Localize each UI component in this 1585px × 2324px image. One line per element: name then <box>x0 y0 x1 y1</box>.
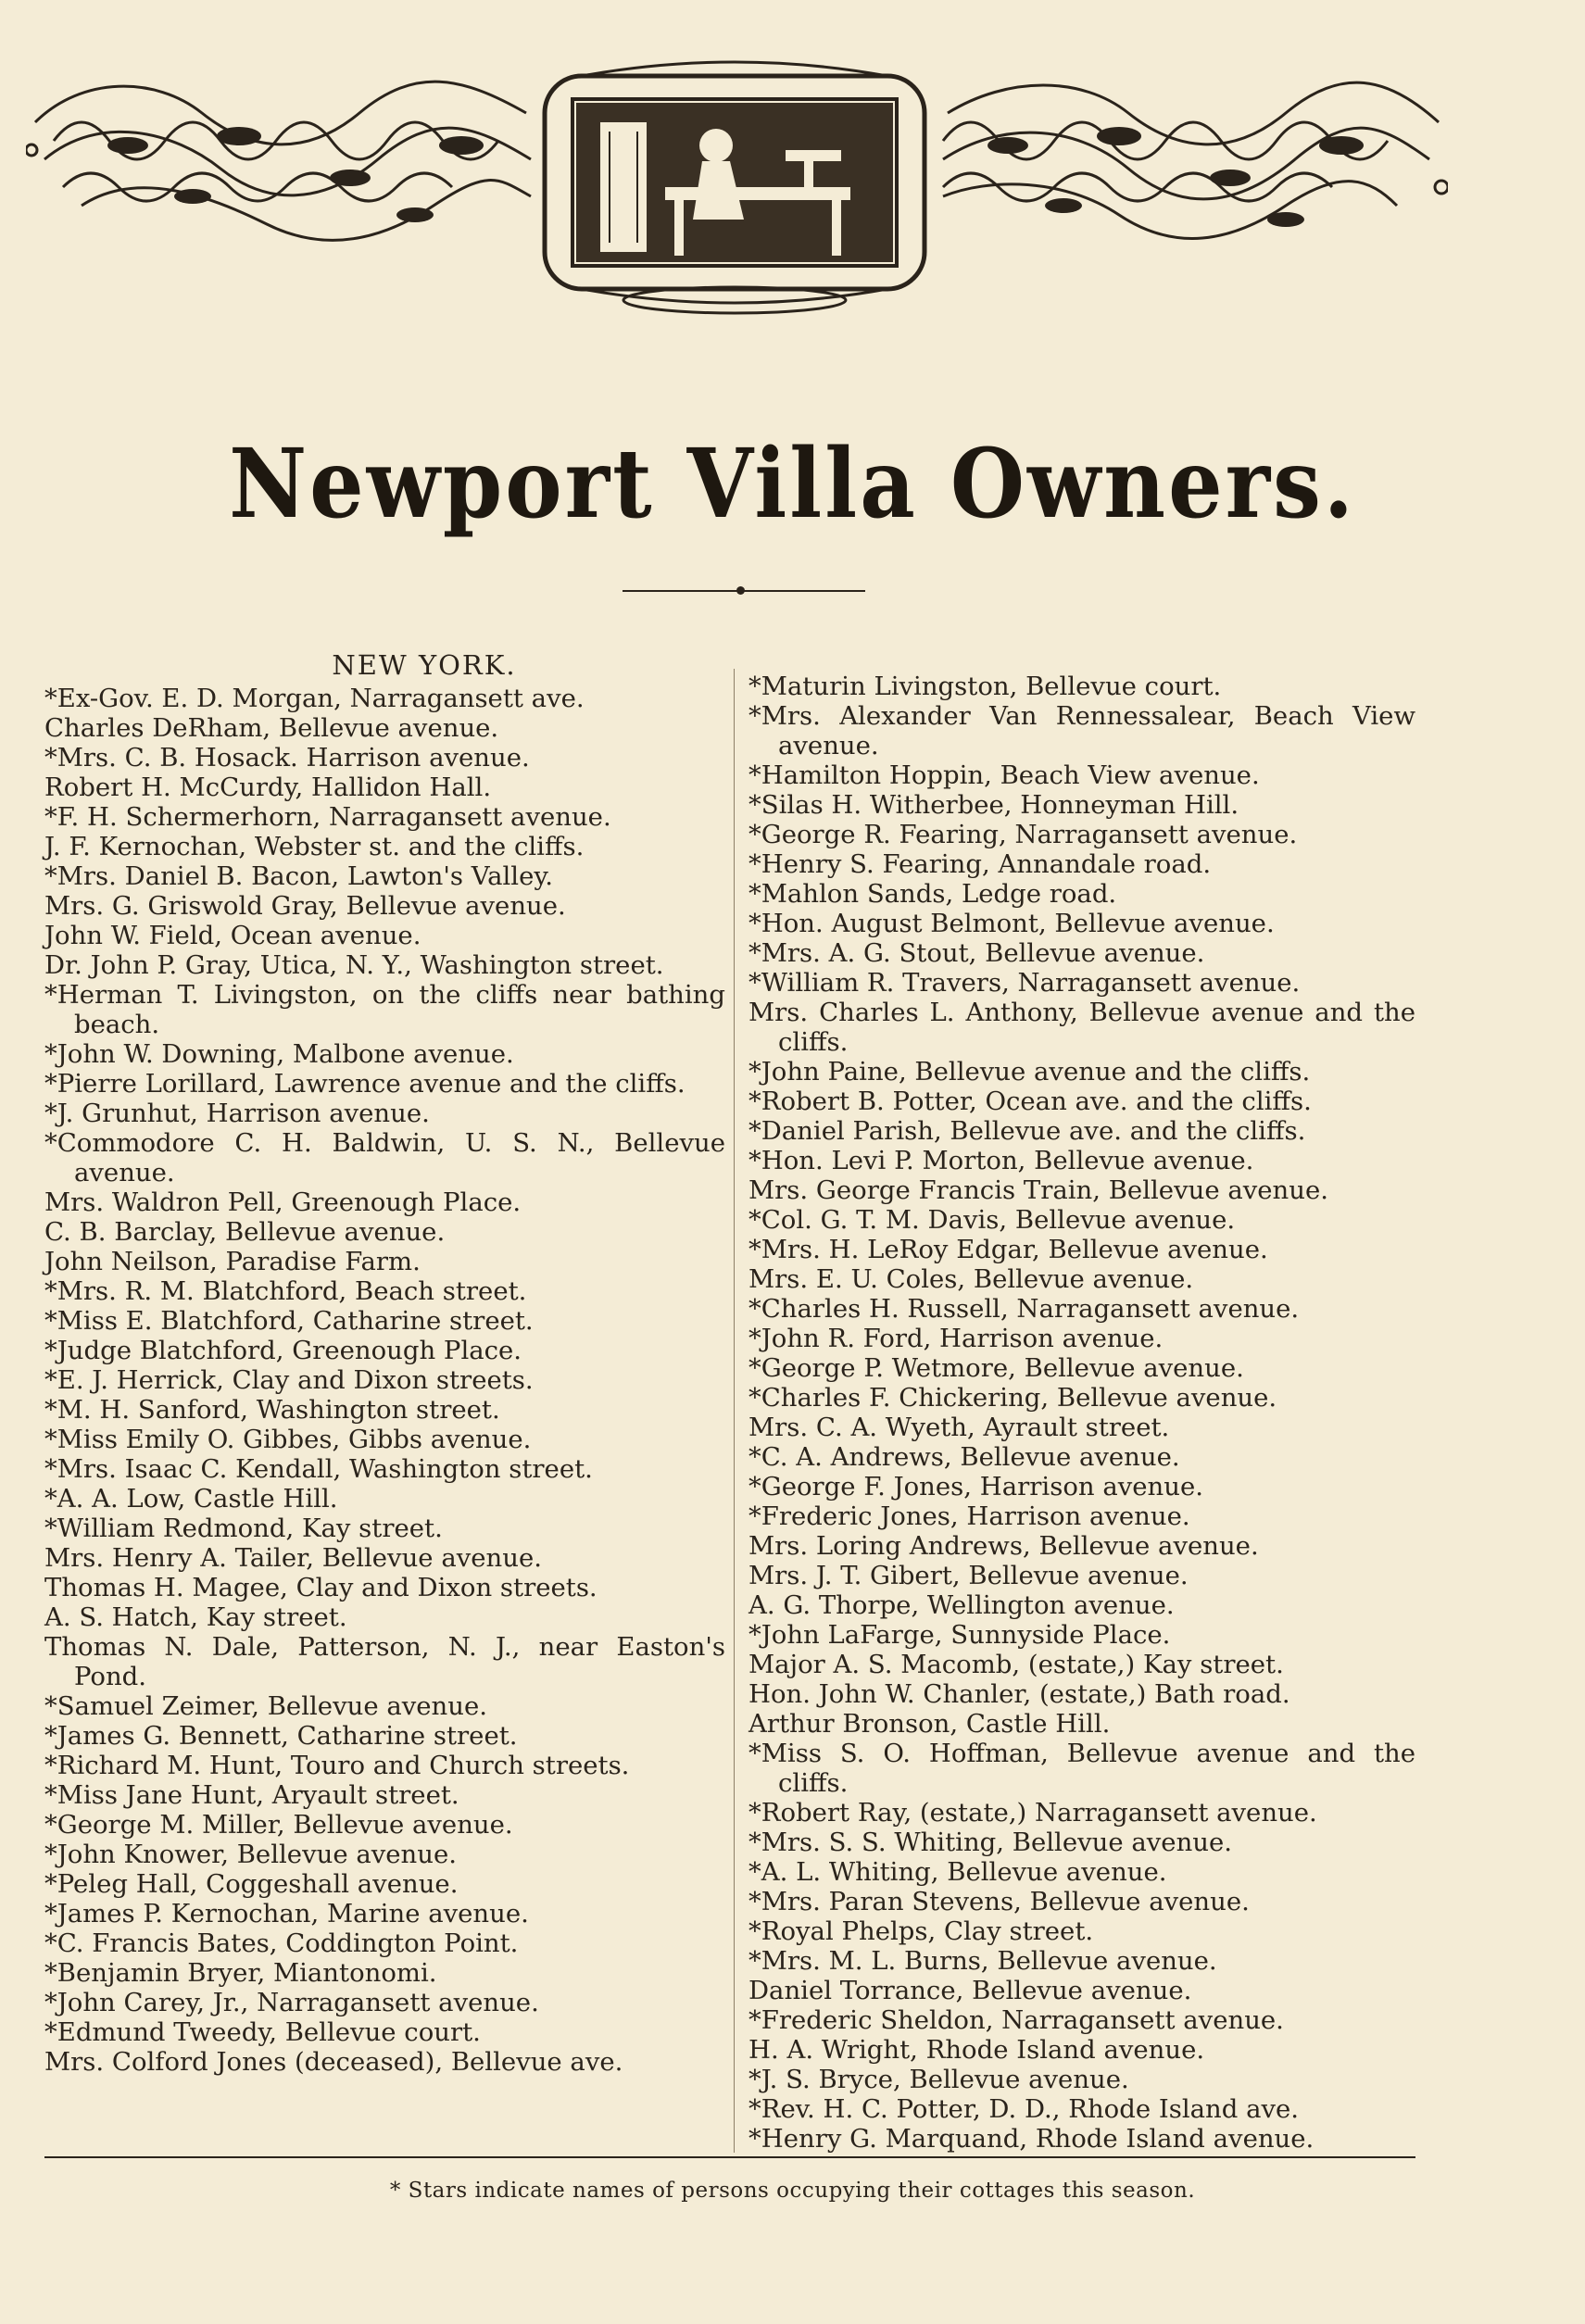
villa-owner-entry: Robert H. McCurdy, Hallidon Hall. <box>44 773 492 802</box>
villa-owner-entry: *George R. Fearing, Narragansett avenue. <box>748 820 1298 849</box>
villa-owner-entry: *Pierre Lorillard, Lawrence avenue and the cliffs. <box>44 1069 686 1099</box>
villa-owner-entry: Hon. John W. Chanler, (estate,) Bath road. <box>748 1679 1290 1709</box>
title-divider-dot <box>736 586 745 595</box>
left-entry-list <box>44 684 725 2077</box>
villa-owner-entry: *Charles H. Russell, Narragansett avenue. <box>748 1294 1300 1324</box>
villa-owner-entry: *A. L. Whiting, Bellevue avenue. <box>748 1857 1167 1887</box>
villa-owner-entry: H. A. Wright, Rhode Island avenue. <box>748 2035 1205 2065</box>
villa-owner-entry: Mrs. Waldron Pell, Greenough Place. <box>44 1187 522 1217</box>
villa-owner-entry: *J. S. Bryce, Bellevue avenue. <box>748 2065 1129 2094</box>
villa-owner-entry: *J. Grunhut, Harrison avenue. <box>44 1099 430 1128</box>
villa-owner-entry: *James G. Bennett, Catharine street. <box>44 1721 518 1751</box>
villa-owner-entry: Major A. S. Macomb, (estate,) Kay street. <box>748 1650 1284 1679</box>
villa-owner-entry: *Commodore C. H. Baldwin, U. S. N., Bellevue avenue. <box>44 1128 725 1187</box>
villa-owner-entry: *John W. Downing, Malbone avenue. <box>44 1039 514 1069</box>
villa-owner-entry: *George M. Miller, Bellevue avenue. <box>44 1810 513 1840</box>
villa-owner-entry: Mrs. George Francis Train, Bellevue avenue. <box>748 1175 1328 1205</box>
villa-owner-entry: *Richard M. Hunt, Touro and Church streets. <box>44 1751 630 1780</box>
villa-owner-entry: *Mrs. Paran Stevens, Bellevue avenue. <box>748 1887 1250 1916</box>
villa-owner-entry: *William R. Travers, Narragansett avenue. <box>748 968 1301 998</box>
right-column <box>748 672 1415 2154</box>
villa-owner-entry: *Mrs. M. L. Burns, Bellevue avenue. <box>748 1946 1217 1976</box>
villa-owner-entry: *C. Francis Bates, Coddington Point. <box>44 1928 519 1958</box>
page-title: Newport Villa Owners. <box>229 427 1356 540</box>
ornamental-header-banner <box>26 57 1448 315</box>
right-entry-list <box>748 672 1415 2154</box>
villa-owner-entry: *John Knower, Bellevue avenue. <box>44 1840 457 1869</box>
villa-owner-entry: Mrs. Loring Andrews, Bellevue avenue. <box>748 1531 1259 1561</box>
villa-owner-entry: *Miss E. Blatchford, Catharine street. <box>44 1306 534 1336</box>
villa-owner-entry: *Robert B. Potter, Ocean ave. and the cliffs. <box>748 1087 1312 1116</box>
villa-owner-entry: Mrs. Henry A. Tailer, Bellevue avenue. <box>44 1543 542 1573</box>
villa-owner-entry: Dr. John P. Gray, Utica, N. Y., Washington street. <box>44 950 664 980</box>
villa-owner-entry: *Herman T. Livingston, on the cliffs near bathing beach. <box>44 980 725 1039</box>
villa-owner-entry: *F. H. Schermerhorn, Narragansett avenue. <box>44 802 611 832</box>
villa-owner-entry: *Henry G. Marquand, Rhode Island avenue. <box>748 2124 1315 2154</box>
villa-owner-entry: *John R. Ford, Harrison avenue. <box>748 1324 1164 1353</box>
villa-owner-entry: *Benjamin Bryer, Miantonomi. <box>44 1958 437 1988</box>
villa-owner-entry: *Mrs. A. G. Stout, Bellevue avenue. <box>748 938 1205 968</box>
villa-owner-entry: *Silas H. Witherbee, Honneyman Hill. <box>748 790 1239 820</box>
villa-owner-entry: *C. A. Andrews, Bellevue avenue. <box>748 1442 1180 1472</box>
villa-owner-entry: C. B. Barclay, Bellevue avenue. <box>44 1217 446 1247</box>
villa-owner-entry: *A. A. Low, Castle Hill. <box>44 1484 338 1514</box>
villa-owner-entry: Mrs. C. A. Wyeth, Ayrault street. <box>748 1413 1170 1442</box>
villa-owner-entry: *Mrs. C. B. Hosack. Harrison avenue. <box>44 743 530 773</box>
villa-owner-entry: *Col. G. T. M. Davis, Bellevue avenue. <box>748 1205 1236 1235</box>
villa-owner-entry: *Mrs. Alexander Van Rennessalear, Beach View avenue. <box>748 701 1415 760</box>
villa-owner-entry: Thomas N. Dale, Patterson, N. J., near Easton's Pond. <box>44 1632 725 1691</box>
villa-owner-entry: Daniel Torrance, Bellevue avenue. <box>748 1976 1192 2005</box>
left-column <box>44 648 725 2077</box>
villa-owner-entry: *Miss Jane Hunt, Aryault street. <box>44 1780 459 1810</box>
column-divider <box>734 669 735 2153</box>
villa-owner-entry: Mrs. Charles L. Anthony, Bellevue avenue and the cliffs. <box>748 998 1415 1057</box>
villa-owner-entry: *John LaFarge, Sunnyside Place. <box>748 1620 1171 1650</box>
villa-owner-entry: *Mrs. R. M. Blatchford, Beach street. <box>44 1276 527 1306</box>
villa-owner-entry: John W. Field, Ocean avenue. <box>44 921 421 950</box>
villa-owner-entry: *Mrs. H. LeRoy Edgar, Bellevue avenue. <box>748 1235 1268 1264</box>
villa-owner-entry: *George P. Wetmore, Bellevue avenue. <box>748 1353 1244 1383</box>
villa-owner-entry: *Ex-Gov. E. D. Morgan, Narragansett ave. <box>44 684 585 713</box>
villa-owner-entry: *Charles F. Chickering, Bellevue avenue. <box>748 1383 1277 1413</box>
villa-owner-entry: *Mahlon Sands, Ledge road. <box>748 879 1117 909</box>
villa-owner-entry: A. S. Hatch, Kay street. <box>44 1602 347 1632</box>
villa-owner-entry: *Robert Ray, (estate,) Narragansett avenue. <box>748 1798 1317 1828</box>
villa-owner-entry: Mrs. E. U. Coles, Bellevue avenue. <box>748 1264 1194 1294</box>
villa-owner-entry: Charles DeRham, Bellevue avenue. <box>44 713 499 743</box>
villa-owner-entry: *John Carey, Jr., Narragansett avenue. <box>44 1988 539 2017</box>
villa-owner-entry: *Miss S. O. Hoffman, Bellevue avenue and the cliffs. <box>748 1739 1415 1798</box>
villa-owner-entry: *Mrs. S. S. Whiting, Bellevue avenue. <box>748 1828 1233 1857</box>
villa-owner-entry: *Hon. August Belmont, Bellevue avenue. <box>748 909 1275 938</box>
villa-owner-entry: *Maturin Livingston, Bellevue court. <box>748 672 1222 701</box>
villa-owner-entry: *Mrs. Daniel B. Bacon, Lawton's Valley. <box>44 861 554 891</box>
villa-owner-entry: *Hamilton Hoppin, Beach View avenue. <box>748 760 1260 790</box>
villa-owner-entry: *Peleg Hall, Coggeshall avenue. <box>44 1869 459 1899</box>
footer-rule <box>44 2156 1415 2158</box>
villa-owner-entry: *Edmund Tweedy, Bellevue court. <box>44 2017 481 2047</box>
section-heading: NEW YORK. <box>332 649 517 681</box>
villa-owner-entry: *George F. Jones, Harrison avenue. <box>748 1472 1203 1501</box>
villa-owner-entry: *William Redmond, Kay street. <box>44 1514 443 1543</box>
villa-owner-entry: Mrs. G. Griswold Gray, Bellevue avenue. <box>44 891 566 921</box>
villa-owner-entry: Mrs. Colford Jones (deceased), Bellevue ave. <box>44 2047 623 2077</box>
villa-owner-entry: *Royal Phelps, Clay street. <box>748 1916 1094 1946</box>
villa-owner-entry: J. F. Kernochan, Webster st. and the cliffs. <box>44 832 585 861</box>
villa-owner-entry: John Neilson, Paradise Farm. <box>44 1247 421 1276</box>
villa-owner-entry: *Mrs. Isaac C. Kendall, Washington street. <box>44 1454 593 1484</box>
villa-owner-entry: *Daniel Parish, Bellevue ave. and the cliffs. <box>748 1116 1306 1146</box>
villa-owner-entry: *Frederic Jones, Harrison avenue. <box>748 1501 1190 1531</box>
villa-owner-entry: *Henry S. Fearing, Annandale road. <box>748 849 1212 879</box>
villa-owner-entry: *Miss Emily O. Gibbes, Gibbs avenue. <box>44 1425 532 1454</box>
villa-owner-entry: *Judge Blatchford, Greenough Place. <box>44 1336 522 1365</box>
villa-owner-entry: *E. J. Herrick, Clay and Dixon streets. <box>44 1365 534 1395</box>
villa-owner-entry: A. G. Thorpe, Wellington avenue. <box>748 1590 1175 1620</box>
villa-owner-entry: Arthur Bronson, Castle Hill. <box>748 1709 1111 1739</box>
villa-owner-entry: *Frederic Sheldon, Narragansett avenue. <box>748 2005 1284 2035</box>
villa-owner-entry: Mrs. J. T. Gibert, Bellevue avenue. <box>748 1561 1189 1590</box>
villa-owner-entry: *M. H. Sanford, Washington street. <box>44 1395 500 1425</box>
villa-owner-entry: *Rev. H. C. Potter, D. D., Rhode Island ave. <box>748 2094 1300 2124</box>
villa-owner-entry: *Samuel Zeimer, Bellevue avenue. <box>44 1691 487 1721</box>
villa-owner-entry: Thomas H. Magee, Clay and Dixon streets. <box>44 1573 598 1602</box>
villa-owner-entry: *John Paine, Bellevue avenue and the cliffs. <box>748 1057 1311 1087</box>
villa-owner-entry: *Hon. Levi P. Morton, Bellevue avenue. <box>748 1146 1254 1175</box>
footnote: * Stars indicate names of persons occupying their cottages this season. <box>389 2179 1196 2203</box>
villa-owner-entry: *James P. Kernochan, Marine avenue. <box>44 1899 529 1928</box>
